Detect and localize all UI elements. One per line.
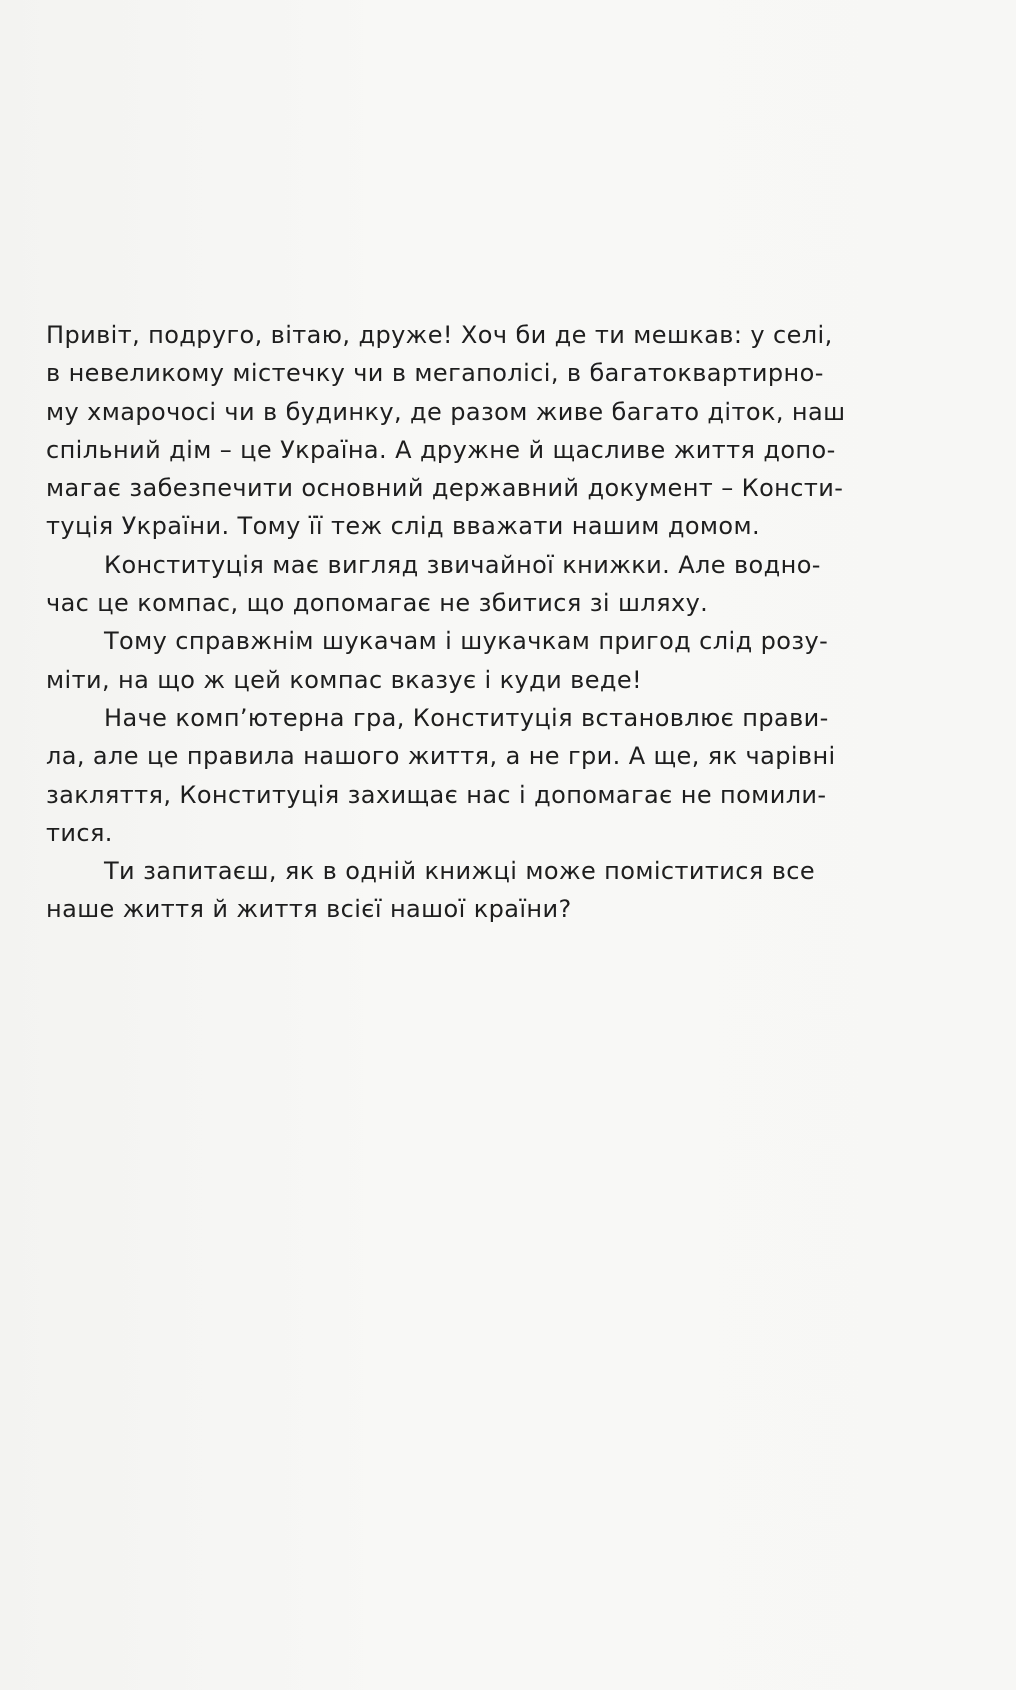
text-line: Ти запитаєш, як в одній книжці може поміститися все [104, 857, 816, 886]
paragraph-4 [46, 699, 836, 852]
text-line: закляття, Конституція захищає нас і допомагає не помили- [46, 780, 827, 809]
text-line: міти, на що ж цей компас вказує і куди веде! [46, 665, 643, 694]
text-line: тися. [46, 818, 113, 847]
text-line: Конституція має вигляд звичайної книжки. Але водно- [104, 550, 821, 579]
text-line: спільний дім – це Україна. А дружне й щасливе життя допо- [46, 435, 836, 464]
text-line: Наче комп’ютерна гра, Конституція встановлює прави- [104, 703, 829, 732]
paragraph-1 [46, 316, 846, 546]
body-text [46, 316, 846, 929]
text-line: Привіт, подруго, вітаю, друже! Хоч би де ти мешкав: у селі, [46, 321, 833, 349]
paragraph-2 [46, 546, 821, 623]
text-line: туція України. Тому її теж слід вважати нашим домом. [46, 512, 761, 541]
paragraph-5 [46, 852, 816, 929]
text-line: му хмарочосі чи в будинку, де разом живе багато діток, наш [46, 397, 846, 426]
text-line: магає забезпечити основний державний документ – Консти- [46, 474, 844, 503]
paragraph-3 [46, 622, 829, 699]
text-line: час це компас, що допомагає не збитися зі шляху. [46, 589, 709, 618]
text-line: ла, але це правила нашого життя, а не гри. А ще, як чарівні [46, 742, 836, 771]
text-line: в невеликому містечку чи в мегаполісі, в багатоквартирно- [46, 359, 824, 388]
text-line: Тому справжнім шукачам і шукачкам пригод слід розу- [104, 627, 829, 656]
text-line: наше життя й життя всієї нашої країни? [46, 895, 572, 924]
